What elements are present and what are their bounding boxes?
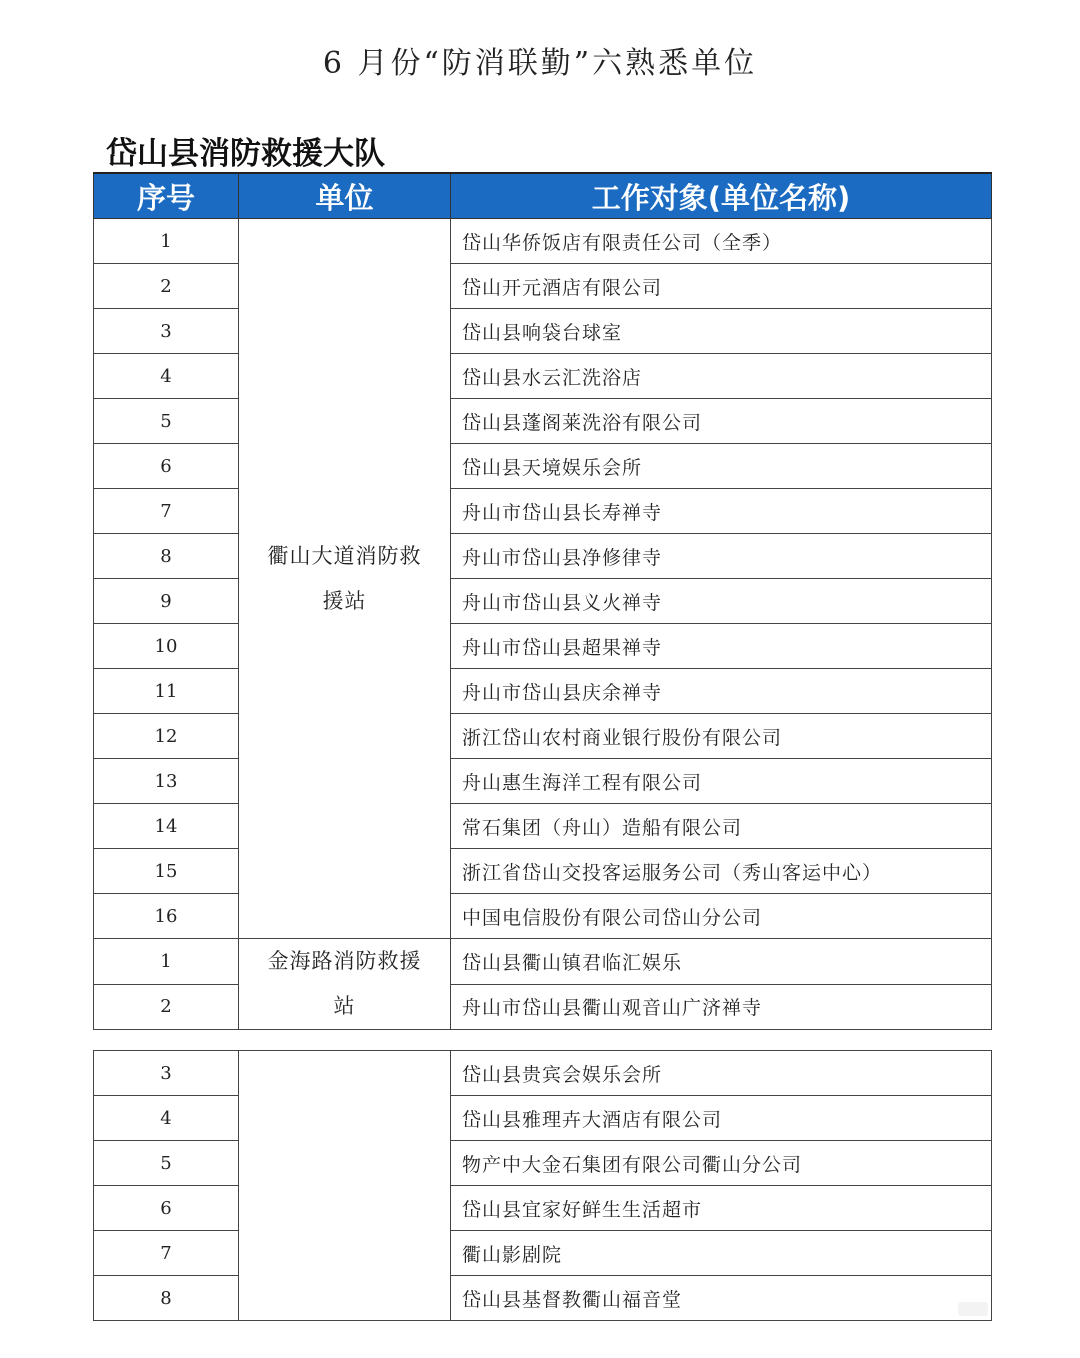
header-unit: 单位 bbox=[239, 173, 451, 219]
row-name: 浙江岱山农村商业银行股份有限公司 bbox=[451, 714, 992, 759]
row-seq: 11 bbox=[94, 669, 239, 714]
station-cell-jinhai bbox=[239, 939, 451, 1030]
table-row bbox=[94, 444, 992, 489]
watermark bbox=[958, 1302, 988, 1316]
row-seq: 13 bbox=[94, 759, 239, 804]
table-row bbox=[94, 1051, 992, 1096]
row-seq: 5 bbox=[94, 1141, 239, 1186]
row-seq: 4 bbox=[94, 1096, 239, 1141]
row-name: 物产中大金石集团有限公司衢山分公司 bbox=[451, 1141, 992, 1186]
row-name: 常石集团（舟山）造船有限公司 bbox=[451, 804, 992, 849]
row-name: 岱山县基督教衢山福音堂 bbox=[451, 1276, 992, 1321]
row-seq: 3 bbox=[94, 1051, 239, 1096]
row-seq: 9 bbox=[94, 579, 239, 624]
station-cell-continued bbox=[239, 1051, 451, 1321]
table-row bbox=[94, 669, 992, 714]
row-seq: 1 bbox=[94, 939, 239, 985]
row-seq: 7 bbox=[94, 1231, 239, 1276]
table-row bbox=[94, 714, 992, 759]
table-row bbox=[94, 1141, 992, 1186]
row-seq: 1 bbox=[94, 219, 239, 264]
row-seq: 2 bbox=[94, 264, 239, 309]
row-seq: 7 bbox=[94, 489, 239, 534]
row-name: 中国电信股份有限公司岱山分公司 bbox=[451, 894, 992, 939]
row-seq: 6 bbox=[94, 444, 239, 489]
row-seq: 6 bbox=[94, 1186, 239, 1231]
row-seq: 14 bbox=[94, 804, 239, 849]
row-name: 岱山县响袋台球室 bbox=[451, 309, 992, 354]
table-row bbox=[94, 1231, 992, 1276]
row-name: 岱山县贵宾会娱乐会所 bbox=[451, 1051, 992, 1096]
header-target: 工作对象(单位名称) bbox=[451, 173, 992, 219]
row-name: 衢山影剧院 bbox=[451, 1231, 992, 1276]
table-row bbox=[94, 984, 992, 1030]
table-row bbox=[94, 309, 992, 354]
row-seq: 3 bbox=[94, 309, 239, 354]
table-row bbox=[94, 1276, 992, 1321]
table-row bbox=[94, 1096, 992, 1141]
station-name-line: 站 bbox=[333, 994, 356, 1018]
table-row bbox=[94, 219, 992, 264]
row-name: 舟山市岱山县超果禅寺 bbox=[451, 624, 992, 669]
table-row bbox=[94, 939, 992, 985]
table-row bbox=[94, 354, 992, 399]
row-name: 舟山市岱山县净修律寺 bbox=[451, 534, 992, 579]
row-seq: 8 bbox=[94, 1276, 239, 1321]
row-name: 岱山县蓬阁莱洗浴有限公司 bbox=[451, 399, 992, 444]
row-seq: 10 bbox=[94, 624, 239, 669]
row-name: 岱山县宜家好鲜生生活超市 bbox=[451, 1186, 992, 1231]
table-row bbox=[94, 534, 992, 579]
row-name: 岱山县衢山镇君临汇娱乐 bbox=[451, 939, 992, 985]
station-name-line: 援站 bbox=[322, 588, 367, 613]
row-name: 岱山县水云汇洗浴店 bbox=[451, 354, 992, 399]
row-seq: 2 bbox=[94, 984, 239, 1030]
row-name: 岱山县雅理卉大酒店有限公司 bbox=[451, 1096, 992, 1141]
row-name: 舟山市岱山县衢山观音山广济禅寺 bbox=[451, 984, 992, 1030]
table-row bbox=[94, 579, 992, 624]
table-row bbox=[94, 849, 992, 894]
table-row bbox=[94, 264, 992, 309]
row-name: 舟山惠生海洋工程有限公司 bbox=[451, 759, 992, 804]
station-name-line: 金海路消防救援 bbox=[267, 949, 422, 973]
row-seq: 4 bbox=[94, 354, 239, 399]
page-title: 6 月份“防消联勤”六熟悉单位 bbox=[322, 46, 758, 81]
row-seq: 5 bbox=[94, 399, 239, 444]
row-name: 浙江省岱山交投客运服务公司（秀山客运中心） bbox=[451, 849, 992, 894]
row-name: 舟山市岱山县义火禅寺 bbox=[451, 579, 992, 624]
row-name: 岱山县天境娱乐会所 bbox=[451, 444, 992, 489]
table-row bbox=[94, 489, 992, 534]
row-seq: 16 bbox=[94, 894, 239, 939]
table-row bbox=[94, 759, 992, 804]
table-row bbox=[94, 399, 992, 444]
row-name: 舟山市岱山县庆余禅寺 bbox=[451, 669, 992, 714]
table-row bbox=[94, 804, 992, 849]
brigade-name: 岱山县消防救援大队 bbox=[106, 136, 385, 172]
row-name: 岱山开元酒店有限公司 bbox=[451, 264, 992, 309]
row-seq: 15 bbox=[94, 849, 239, 894]
row-name: 舟山市岱山县长寿禅寺 bbox=[451, 489, 992, 534]
row-seq: 12 bbox=[94, 714, 239, 759]
row-seq: 8 bbox=[94, 534, 239, 579]
units-table bbox=[93, 172, 992, 1030]
station-cell-qushan bbox=[239, 219, 451, 939]
units-table-continued bbox=[93, 1050, 992, 1321]
station-name-line: 衢山大道消防救 bbox=[267, 543, 422, 568]
table-header-row bbox=[94, 173, 992, 219]
header-seq: 序号 bbox=[94, 173, 239, 219]
table-row bbox=[94, 624, 992, 669]
row-name: 岱山华侨饭店有限责任公司（全季） bbox=[451, 219, 992, 264]
table-row bbox=[94, 1186, 992, 1231]
table-row bbox=[94, 894, 992, 939]
